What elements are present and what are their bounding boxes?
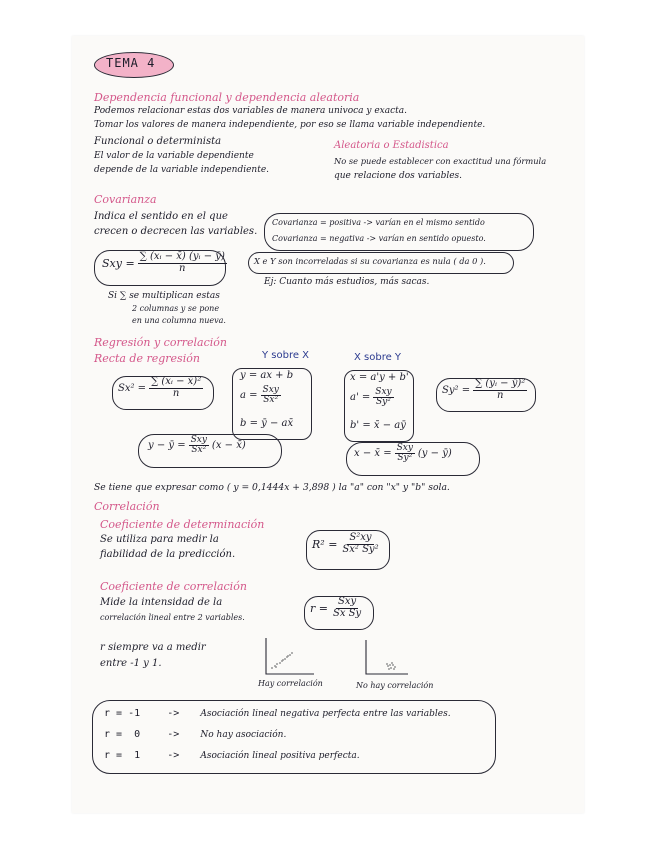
covarianza-negative: Covarianza = negativa -> varían en sentido opuesto. — [272, 234, 486, 243]
aleatoria-label: Aleatoria o Estadistica — [334, 140, 449, 151]
dependencia-line-1: Podemos relacionar estas dos variables de manera univoca y exacta. — [94, 106, 408, 116]
sx2-lhs: Sx² = — [118, 382, 147, 394]
dependencia-heading: Dependencia funcional y dependencia aleatoria — [94, 91, 360, 104]
correlacion-coef-heading: Coeficiente de correlación — [100, 580, 247, 593]
label-y-sobre-x: Y sobre X — [262, 350, 310, 361]
sx2-denominator: n — [172, 387, 180, 399]
range-text-1: r siempre va a medir — [100, 642, 206, 653]
line2-numerator: Sxy — [396, 443, 413, 453]
r-numerator: Sxy — [338, 596, 357, 607]
summary-row — [104, 708, 451, 719]
regression-example: Se tiene que expresar como ( y = 0,1444x + 3,898 ) la "a" con "x" y "b" sola. — [94, 482, 450, 493]
range-text-2: entre -1 y 1. — [100, 658, 162, 669]
r2-lhs: R² = — [312, 537, 338, 551]
regresion-heading: Regresión y correlación — [94, 336, 227, 349]
sxy-lhs: Sxy = — [102, 256, 135, 270]
sy2-lhs: Sy² = — [442, 384, 471, 396]
a-lhs: a = — [240, 390, 258, 402]
label-x-sobre-y: X sobre Y — [354, 352, 402, 363]
funcional-label: Funcional o determinista — [94, 136, 222, 147]
correlacion-text-1: Mide la intensidad de la — [100, 597, 223, 608]
summary-text: Asociación lineal negativa perfecta entre las variables. — [200, 709, 451, 719]
sy2-denominator: n — [496, 389, 504, 401]
r-lhs: r = — [310, 601, 328, 615]
determinacion-text-2: fiabilidad de la predicción. — [100, 549, 236, 560]
summary-arrow: -> — [167, 708, 180, 719]
aleatoria-text-1: No se puede establecer con exactitud una fórmula — [334, 156, 547, 166]
sxy-formula — [102, 252, 227, 274]
aleatoria-text-2: que relacione dos variables. — [334, 171, 463, 181]
covarianza-heading: Covarianza — [94, 193, 157, 206]
sxy-denominator: n — [179, 262, 186, 274]
line2-lhs: x − x̄ = — [354, 448, 392, 460]
line2-denominator: Sy² — [397, 453, 413, 464]
a2-lhs: a' = — [350, 392, 371, 404]
line1-numerator: Sxy — [190, 435, 207, 445]
correlation-sketch — [258, 634, 338, 682]
dependencia-line-2: Tomar los valores de manera independiente, por eso se llama variable independiente. — [94, 120, 486, 130]
determinacion-text-1: Se utiliza para medir la — [100, 534, 219, 545]
uncorrelated-points — [386, 662, 396, 670]
covarianza-text-2: crecen o decrecen las variables. — [94, 226, 258, 237]
summary-value: r = 0 — [104, 729, 141, 740]
a2-formula — [350, 388, 394, 408]
line2-rhs: (y − ȳ) — [417, 448, 452, 460]
recta-heading: Recta de regresión — [94, 352, 200, 365]
no-correlation-sketch — [358, 638, 428, 682]
page-title: TEMA 4 — [106, 56, 156, 70]
line1-denominator: Sx² — [191, 445, 207, 456]
r-denominator: Sx Sy — [332, 607, 362, 619]
covarianza-text-1: Indica el sentido en el que — [94, 211, 228, 222]
r2-numerator: S²xy — [349, 532, 372, 543]
covarianza-example: Ej: Cuanto más estudios, más sacas. — [264, 277, 430, 287]
summary-arrow: -> — [167, 729, 180, 740]
b2-equation: b' = x̄ − aȳ — [350, 420, 406, 431]
sum-note-2: 2 columnas y se pone — [132, 304, 220, 313]
summary-row — [104, 750, 360, 761]
determinacion-heading: Coeficiente de determinación — [100, 518, 265, 531]
sxy-numerator: ∑ (xᵢ − x̄) (yᵢ − ȳ) — [139, 251, 225, 262]
r2-formula — [312, 533, 381, 555]
covarianza-positive: Covarianza = positiva -> varían en el mismo sentido — [272, 218, 485, 227]
notes-page — [72, 36, 584, 813]
sy2-formula — [442, 379, 527, 401]
summary-text: Asociación lineal positiva perfecta. — [200, 751, 360, 761]
a-formula — [240, 386, 281, 406]
funcional-text-1: El valor de la variable dependiente — [94, 151, 254, 161]
sum-note-1: Si ∑ se multiplican estas — [108, 291, 220, 301]
correlacion-text-2: correlación lineal entre 2 variables. — [100, 613, 245, 622]
correlated-points — [271, 652, 293, 669]
regression-line-1 — [148, 436, 246, 456]
r2-denominator: Sx² Sy² — [342, 543, 379, 555]
sy2-numerator: ∑ (yᵢ − ȳ)² — [475, 378, 526, 389]
a-numerator: Sxy — [262, 385, 279, 395]
a2-denominator: Sy² — [376, 397, 391, 408]
plot-label-uncorrelated: No hay correlación — [356, 681, 434, 690]
funcional-text-2: depende de la variable independiente. — [94, 165, 270, 175]
summary-value: r = -1 — [104, 708, 141, 719]
sx2-numerator: ∑ (xᵢ − x̄)² — [151, 376, 202, 387]
plot-label-correlated: Hay correlación — [258, 679, 323, 688]
summary-value: r = 1 — [104, 750, 141, 761]
summary-arrow: -> — [167, 750, 180, 761]
a-denominator: Sx² — [263, 395, 279, 406]
incorreladas-text: X e Y son incorreladas si su covarianza es nula ( da 0 ). — [254, 256, 486, 266]
regression-line-2 — [354, 444, 452, 464]
sx2-formula — [118, 377, 203, 399]
correlacion-heading: Correlación — [94, 500, 160, 513]
sum-note-3: en una columna nueva. — [132, 316, 226, 325]
summary-row — [104, 729, 286, 740]
x-equation: x = a'y + b' — [350, 372, 409, 383]
y-equation: y = ax + b — [240, 370, 294, 381]
line1-lhs: y − ȳ = — [148, 440, 186, 452]
line1-rhs: (x − x̄) — [211, 440, 246, 452]
summary-text: No hay asociación. — [200, 730, 287, 740]
b-equation: b = ȳ − ax̄ — [240, 418, 294, 429]
r-formula — [310, 597, 363, 619]
a2-numerator: Sxy — [375, 387, 392, 397]
